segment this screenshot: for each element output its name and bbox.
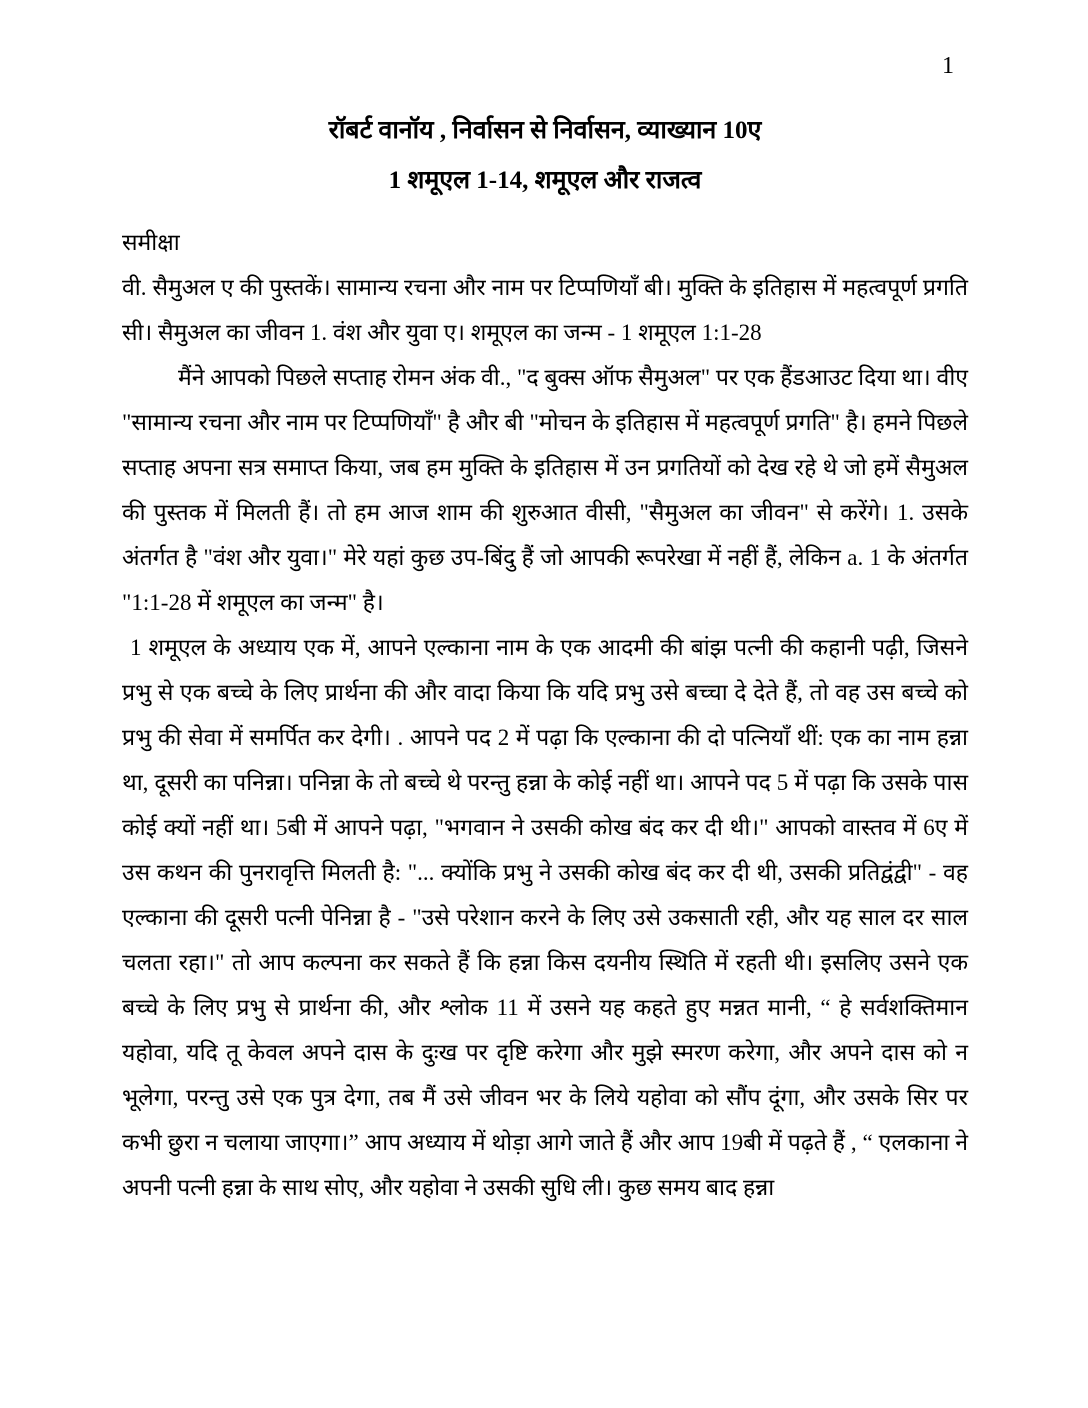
section-heading-review: समीक्षा — [122, 230, 180, 255]
paragraph-outline-summary: वी. सैमुअल ए की पुस्तकें। सामान्य रचना और नाम पर टिप्पणियाँ बी। मुक्ति के इतिहास में महत्वपूर्ण प्रगति सी। सैमुअल का जीवन 1. वंश और युवा ए। शमूएल का जन्म - 1 शमूएल 1:1-28 — [122, 275, 968, 345]
paragraph-handout-recap: मैंने आपको पिछले सप्ताह रोमन अंक वी., "द बुक्स ऑफ सैमुअल" पर एक हैंडआउट दिया था। वीए "सामान्य रचना और नाम पर टिप्पणियाँ" है और बी "मोचन के इतिहास में महत्वपूर्ण प्रगति" है। हमने पिछले सप्ताह अपना सत्र समाप्त किया, जब हम मुक्ति के इतिहास में उन प्रगतियों को देख रहे थे जो हमें सैमुअल की पुस्तक में मिलती हैं। तो हम आज शाम की शुरुआत वीसी, "सैमुअल का जीवन" से करेंगे। 1. उसके अंतर्गत है "वंश और युवा।" मेरे यहां कुछ उप-बिंदु हैं जो आपकी रूपरेखा में नहीं हैं, लेकिन a. 1 के अंतर्गत "1:1-28 में शमूएल का जन्म" है। — [122, 365, 968, 615]
document-title: रॉबर्ट वानॉय , निर्वासन से निर्वासन, व्याख्यान 10ए — [328, 117, 762, 144]
document-subtitle: 1 शमूएल 1-14, शमूएल और राजत्व — [388, 167, 702, 194]
paragraph-samuel-chapter-one: 1 शमूएल के अध्याय एक में, आपने एल्काना नाम के एक आदमी की बांझ पत्नी की कहानी पढ़ी, जिसने प्रभु से एक बच्चे के लिए प्रार्थना की और वादा किया कि यदि प्रभु उसे बच्चा दे देते हैं, तो वह उस बच्चे को प्रभु की सेवा में समर्पित कर देगी। . आपने पद 2 में पढ़ा कि एल्काना की दो पत्नियाँ थीं: एक का नाम हन्ना था, दूसरी का पनिन्ना। पनिन्ना के तो बच्चे थे परन्तु हन्ना के कोई नहीं था। आपने पद 5 में पढ़ा कि उसके पास कोई क्यों नहीं था। 5बी में आपने पढ़ा, "भगवान ने उसकी कोख बंद कर दी थी।" आपको वास्तव में 6ए में उस कथन की पुनरावृत्ति मिलती है: "... क्योंकि प्रभु ने उसकी कोख बंद कर दी थी, उसकी प्रतिद्वंद्वी" - वह एल्काना की दूसरी पत्नी पेनिन्ना है - "उसे परेशान करने के लिए उसे उकसाती रही, और यह साल दर साल चलता रहा।" तो आप कल्पना कर सकते हैं कि हन्ना किस दयनीय स्थिति में रहती थी। इसलिए उसने एक बच्चे के लिए प्रभु से प्रार्थना की, और श्लोक 11 में उसने यह कहते हुए मन्नत मानी, “ हे सर्वशक्तिमान यहोवा, यदि तू केवल अपने दास के दुःख पर दृष्टि करेगा और मुझे स्मरण करेगा, और अपने दास को न भूलेगा, परन्तु उसे एक पुत्र देगा, तब मैं उसे जीवन भर के लिये यहोवा को सौंप दूंगा, और उसके सिर पर कभी छुरा न चलाया जाएगा।” आप अध्याय में थोड़ा आगे जाते हैं और आप 19बी में पढ़ते हैं , “ एलकाना ने अपनी पत्नी हन्ना के साथ सोए, और यहोवा ने उसकी सुधि ली। कुछ समय बाद हन्ना — [122, 635, 968, 1200]
page-number: 1 — [942, 53, 954, 79]
